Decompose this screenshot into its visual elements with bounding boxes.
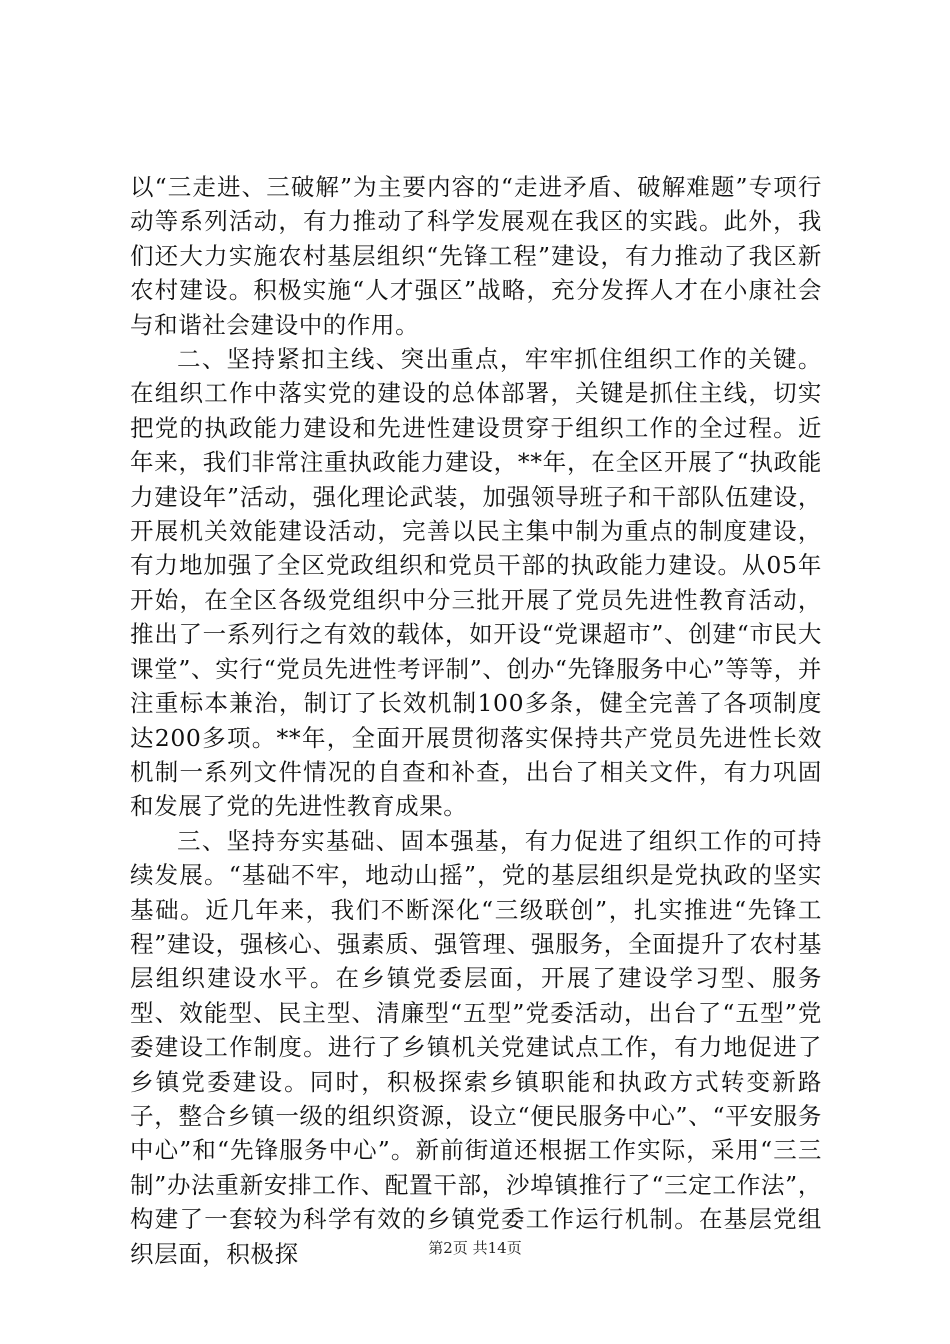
paragraph-2: 二、坚持紧扣主线、突出重点，牢牢抓住组织工作的关键。在组织工作中落实党的建设的总体部署，关键是抓住主线，切实把党的执政能力建设和先进性建设贯穿于组织工作的全过程。近年来，我们非常注重执政能力建设，**年，在全区开展了“执政能力建设年”活动，强化理论武装，加强领导班子和干部队伍建设，开展机关效能建设活动，完善以民主集中制为重点的制度建设，有力地加强了全区党政组织和党员干部的执政能力建设。从05年开始，在全区各级党组织中分三批开展了党员先进性教育活动，推出了一系列行之有效的载体，如开设“党课超市”、创建“市民大课堂”、实行“党员先进性考评制”、创办“先锋服务中心”等等，并注重标本兼治，制订了长效机制100多条，健全完善了各项制度达200多项。**年，全面开展贯彻落实保持共产党员先进性长效机制一系列文件情况的自查和补查，出台了相关文件，有力巩固和发展了党的先进性教育成果。	[130, 345, 822, 821]
paragraph-1: 以“三走进、三破解”为主要内容的“走进矛盾、破解难题”专项行动等系列活动，有力推动了科学发展观在我区的实践。此外，我们还大力实施农村基层组织“先锋工程”建设，有力推动了我区新农村建设。积极实施“人才强区”战略，充分发挥人才在小康社会与和谐社会建设中的作用。	[130, 173, 822, 339]
paragraph-3: 三、坚持夯实基础、固本强基，有力促进了组织工作的可持续发展。“基础不牢，地动山摇”，党的基层组织是党执政的坚实基础。近几年来，我们不断深化“三级联创”，扎实推进“先锋工程”建设，强核心、强素质、强管理、强服务，全面提升了农村基层组织建设水平。在乡镇党委层面，开展了建设学习型、服务型、效能型、民主型、清廉型“五型”党委活动，出台了“五型”党委建设工作制度。进行了乡镇机关党建试点工作，有力地促进了乡镇党委建设。同时，积极探索乡镇职能和执政方式转变新路子，整合乡镇一级的组织资源，设立“便民服务中心”、“平安服务中心”和“先锋服务中心”。新前街道还根据工作实际，采用“三三制”办法重新安排工作、配置干部，沙埠镇推行了“三定工作法”，构建了一套较为科学有效的乡镇党委工作运行机制。在基层党组织层面，积极探	[130, 826, 822, 1268]
document-body	[130, 170, 822, 1271]
page-number: 第2页 共14页	[428, 1239, 522, 1257]
